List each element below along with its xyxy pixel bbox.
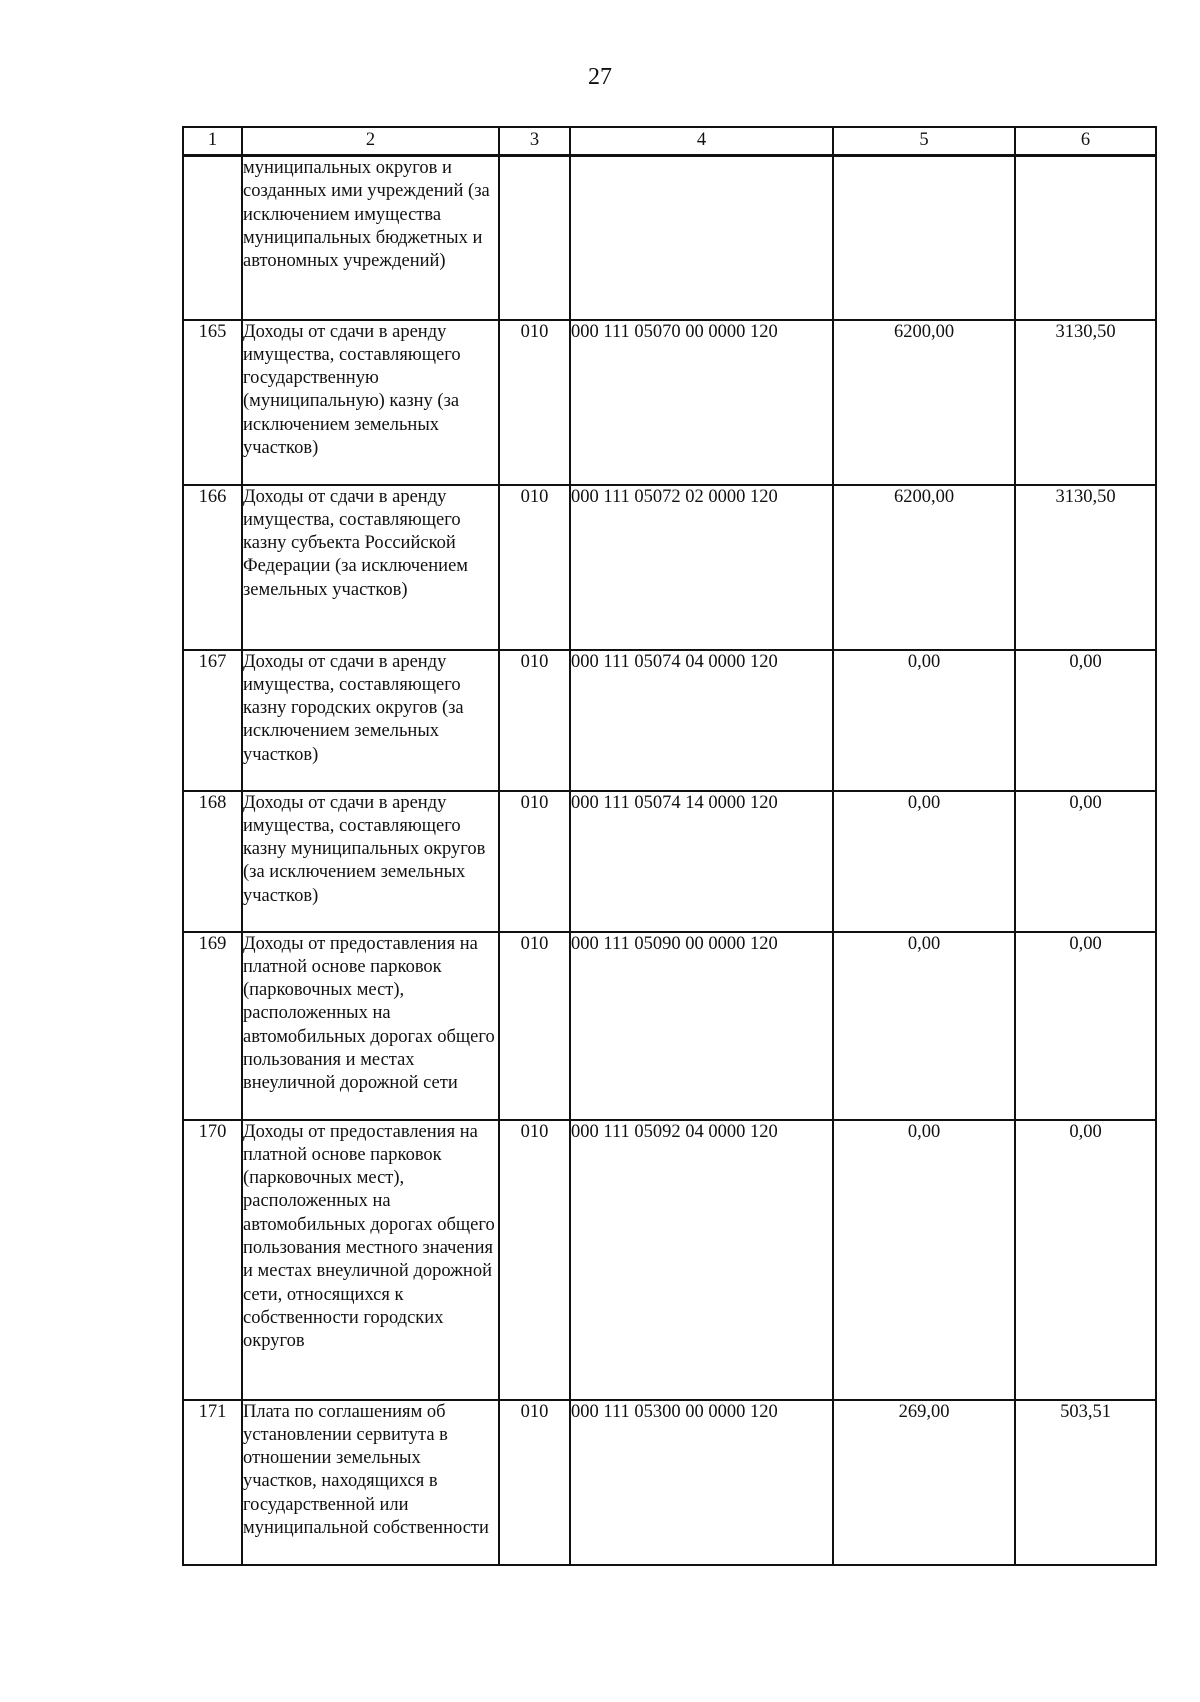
row-number: 171 (183, 1400, 242, 1565)
table-row (183, 156, 1156, 320)
income-name: Доходы от сдачи в аренду имущества, составляющего казну городских округов (за исключением земельных участков) (242, 650, 499, 791)
budget-code (570, 156, 833, 320)
value-col5: 0,00 (833, 791, 1015, 932)
value-col6: 0,00 (1015, 791, 1156, 932)
admin-code: 010 (499, 1400, 570, 1565)
income-name: муниципальных округов и созданных ими учреждений (за исключением имущества муниципальных бюджетных и автономных учреждений) (242, 156, 499, 320)
admin-code: 010 (499, 485, 570, 650)
row-number: 168 (183, 791, 242, 932)
header-cell: 5 (833, 127, 1015, 156)
value-col6: 3130,50 (1015, 485, 1156, 650)
value-col5 (833, 156, 1015, 320)
admin-code: 010 (499, 932, 570, 1120)
header-cell: 3 (499, 127, 570, 156)
table-row (183, 320, 1156, 485)
budget-code: 000 111 05074 14 0000 120 (570, 791, 833, 932)
admin-code: 010 (499, 650, 570, 791)
row-number: 165 (183, 320, 242, 485)
table-row (183, 791, 1156, 932)
page-number: 27 (588, 64, 612, 90)
value-col5: 6200,00 (833, 320, 1015, 485)
budget-code: 000 111 05092 04 0000 120 (570, 1120, 833, 1400)
table-row (183, 1400, 1156, 1565)
table-row (183, 932, 1156, 1120)
budget-code: 000 111 05074 04 0000 120 (570, 650, 833, 791)
budget-code: 000 111 05090 00 0000 120 (570, 932, 833, 1120)
row-number: 169 (183, 932, 242, 1120)
table-row (183, 650, 1156, 791)
header-cell: 1 (183, 127, 242, 156)
value-col6: 3130,50 (1015, 320, 1156, 485)
budget-code: 000 111 05072 02 0000 120 (570, 485, 833, 650)
value-col6: 0,00 (1015, 1120, 1156, 1400)
income-name: Доходы от сдачи в аренду имущества, составляющего казну субъекта Российской Федерации (за исключением земельных участков) (242, 485, 499, 650)
header-cell: 2 (242, 127, 499, 156)
value-col5: 269,00 (833, 1400, 1015, 1565)
admin-code (499, 156, 570, 320)
value-col6: 503,51 (1015, 1400, 1156, 1565)
budget-code: 000 111 05300 00 0000 120 (570, 1400, 833, 1565)
income-name: Доходы от предоставления на платной основе парковок (парковочных мест), расположенных на автомобильных дорогах общего пользования местного значения и местах внеуличной дорожной сети, относящихся к собственности городских округов (242, 1120, 499, 1400)
table-row (183, 485, 1156, 650)
admin-code: 010 (499, 320, 570, 485)
budget-code: 000 111 05070 00 0000 120 (570, 320, 833, 485)
row-number (183, 156, 242, 320)
value-col5: 0,00 (833, 932, 1015, 1120)
income-name: Доходы от сдачи в аренду имущества, составляющего государственную (муниципальную) казну (за исключением земельных участков) (242, 320, 499, 485)
row-number: 170 (183, 1120, 242, 1400)
header-cell: 4 (570, 127, 833, 156)
income-name: Доходы от предоставления на платной основе парковок (парковочных мест), расположенных на автомобильных дорогах общего пользования и местах внеуличной дорожной сети (242, 932, 499, 1120)
value-col6 (1015, 156, 1156, 320)
value-col5: 0,00 (833, 1120, 1015, 1400)
header-cell: 6 (1015, 127, 1156, 156)
value-col5: 6200,00 (833, 485, 1015, 650)
row-number: 166 (183, 485, 242, 650)
admin-code: 010 (499, 1120, 570, 1400)
value-col5: 0,00 (833, 650, 1015, 791)
row-number: 167 (183, 650, 242, 791)
admin-code: 010 (499, 791, 570, 932)
value-col6: 0,00 (1015, 650, 1156, 791)
budget-table (182, 126, 1157, 1566)
header-row (183, 127, 1156, 156)
income-name: Доходы от сдачи в аренду имущества, составляющего казну муниципальных округов (за исключением земельных участков) (242, 791, 499, 932)
income-name: Плата по соглашениям об установлении сервитута в отношении земельных участков, находящихся в государственной или муниципальной собственности (242, 1400, 499, 1565)
table-row (183, 1120, 1156, 1400)
value-col6: 0,00 (1015, 932, 1156, 1120)
